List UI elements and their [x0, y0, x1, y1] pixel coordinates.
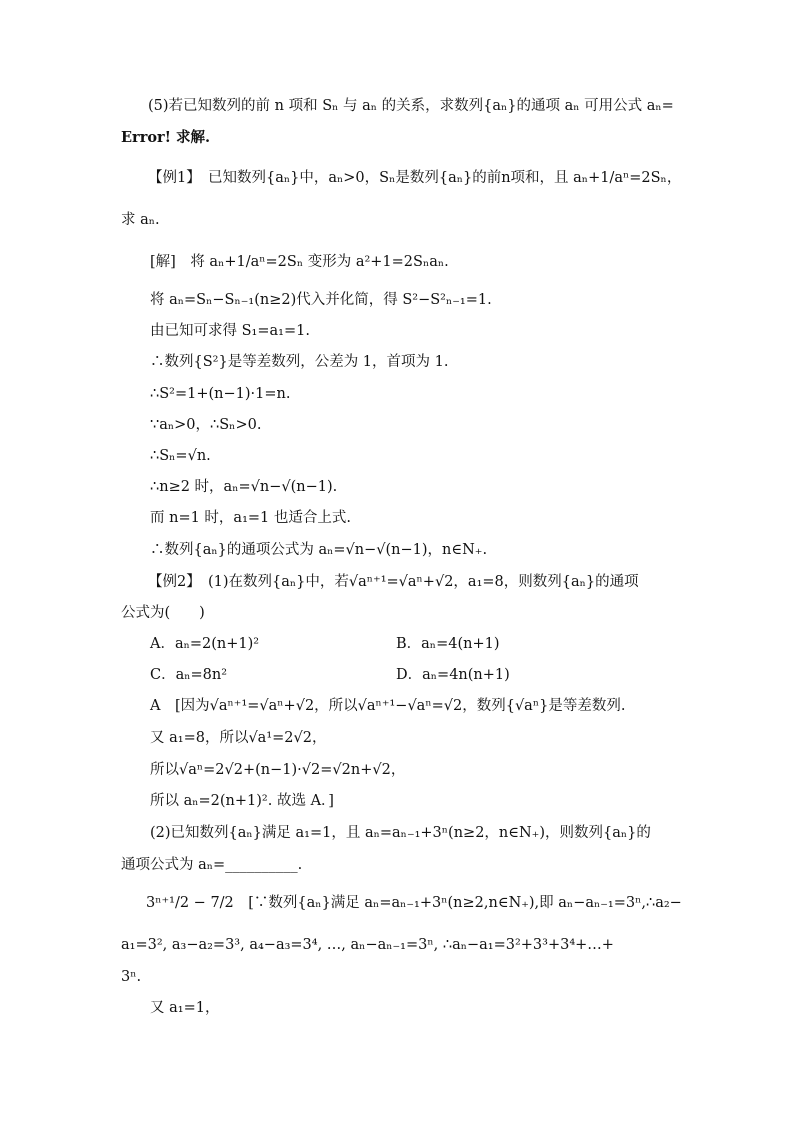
option-c: C．aₙ=8n²	[150, 667, 228, 683]
example-2-line-1: 【例2】 (1)在数列{aₙ}中，若√aⁿ⁺¹=√aⁿ+√2，a₁=8，则数列{aₙ}的通项	[148, 574, 639, 590]
solution-line-9: 而 n=1 时，a₁=1 也适合上式.	[150, 510, 351, 526]
solution-line-4: ∴数列{S²}是等差数列，公差为 1，首项为 1.	[150, 354, 449, 370]
part-2-answer-line-2: a₁=3², a₃−a₂=3³, a₄−a₃=3⁴, …, aₙ−aₙ₋₁=3ⁿ, ∴aₙ−a₁=3²+3³+3⁴+…+	[121, 937, 614, 953]
example-1-line-2: 求 aₙ.	[121, 212, 160, 228]
solution-line-1: [解] 将 aₙ+1/aⁿ=2Sₙ 变形为 a²+1=2Sₙaₙ.	[150, 254, 449, 270]
answer-line-2: 又 a₁=8，所以√a¹=2√2，	[150, 730, 327, 746]
solution-line-2: 将 aₙ=Sₙ−Sₙ₋₁(n≥2)代入并化简，得 S²−S²ₙ₋₁=1.	[150, 292, 492, 308]
solution-line-3: 由已知可求得 S₁=a₁=1.	[150, 323, 310, 339]
answer-line-4: 所以 aₙ=2(n+1)². 故选 A．]	[150, 793, 334, 809]
solution-line-6: ∵aₙ>0，∴Sₙ>0.	[150, 417, 262, 433]
solution-line-10: ∴数列{aₙ}的通项公式为 aₙ=√n−√(n−1)，n∈N₊.	[150, 542, 488, 558]
option-b: B．aₙ=4(n+1)	[396, 636, 500, 652]
example-1-line-1: 【例1】 已知数列{aₙ}中，aₙ>0，Sₙ是数列{aₙ}的前n项和，且 aₙ+1/aⁿ=2Sₙ，	[148, 170, 682, 186]
option-d: D．aₙ=4n(n+1)	[396, 667, 510, 683]
option-a: A．aₙ=2(n+1)²	[150, 636, 260, 652]
part-2-answer-line-1: 3ⁿ⁺¹/2 − 7/2 [∵数列{aₙ}满足 aₙ=aₙ₋₁+3ⁿ(n≥2,n∈N₊),即 aₙ−aₙ₋₁=3ⁿ,∴a₂−	[146, 895, 682, 911]
answer-line-3: 所以√aⁿ=2√2+(n−1)·√2=√2n+√2，	[150, 762, 406, 778]
example-2-line-2: 公式为( )	[121, 605, 205, 621]
solution-line-5: ∴S²=1+(n−1)·1=n.	[150, 386, 291, 402]
part-2-answer-line-4: 又 a₁=1，	[150, 1000, 220, 1016]
solution-line-8: ∴n≥2 时，aₙ=√n−√(n−1).	[150, 479, 338, 495]
text-line-2: Error! 求解.	[121, 129, 211, 146]
part-2-line-2: 通项公式为 aₙ=__________.	[121, 857, 303, 873]
part-2-line-1: (2)已知数列{aₙ}满足 a₁=1，且 aₙ=aₙ₋₁+3ⁿ(n≥2，n∈N₊)，则数列{aₙ}的	[150, 825, 651, 841]
part-2-answer-line-3: 3ⁿ.	[121, 969, 142, 985]
answer-line-1: A [因为√aⁿ⁺¹=√aⁿ+√2，所以√aⁿ⁺¹−√aⁿ=√2，数列{√aⁿ}是等差数列.	[150, 698, 626, 714]
solution-line-7: ∴Sₙ=√n.	[150, 448, 211, 464]
text-line-1: (5)若已知数列的前 n 项和 Sₙ 与 aₙ 的关系，求数列{aₙ}的通项 aₙ 可用公式 aₙ=	[148, 98, 674, 114]
